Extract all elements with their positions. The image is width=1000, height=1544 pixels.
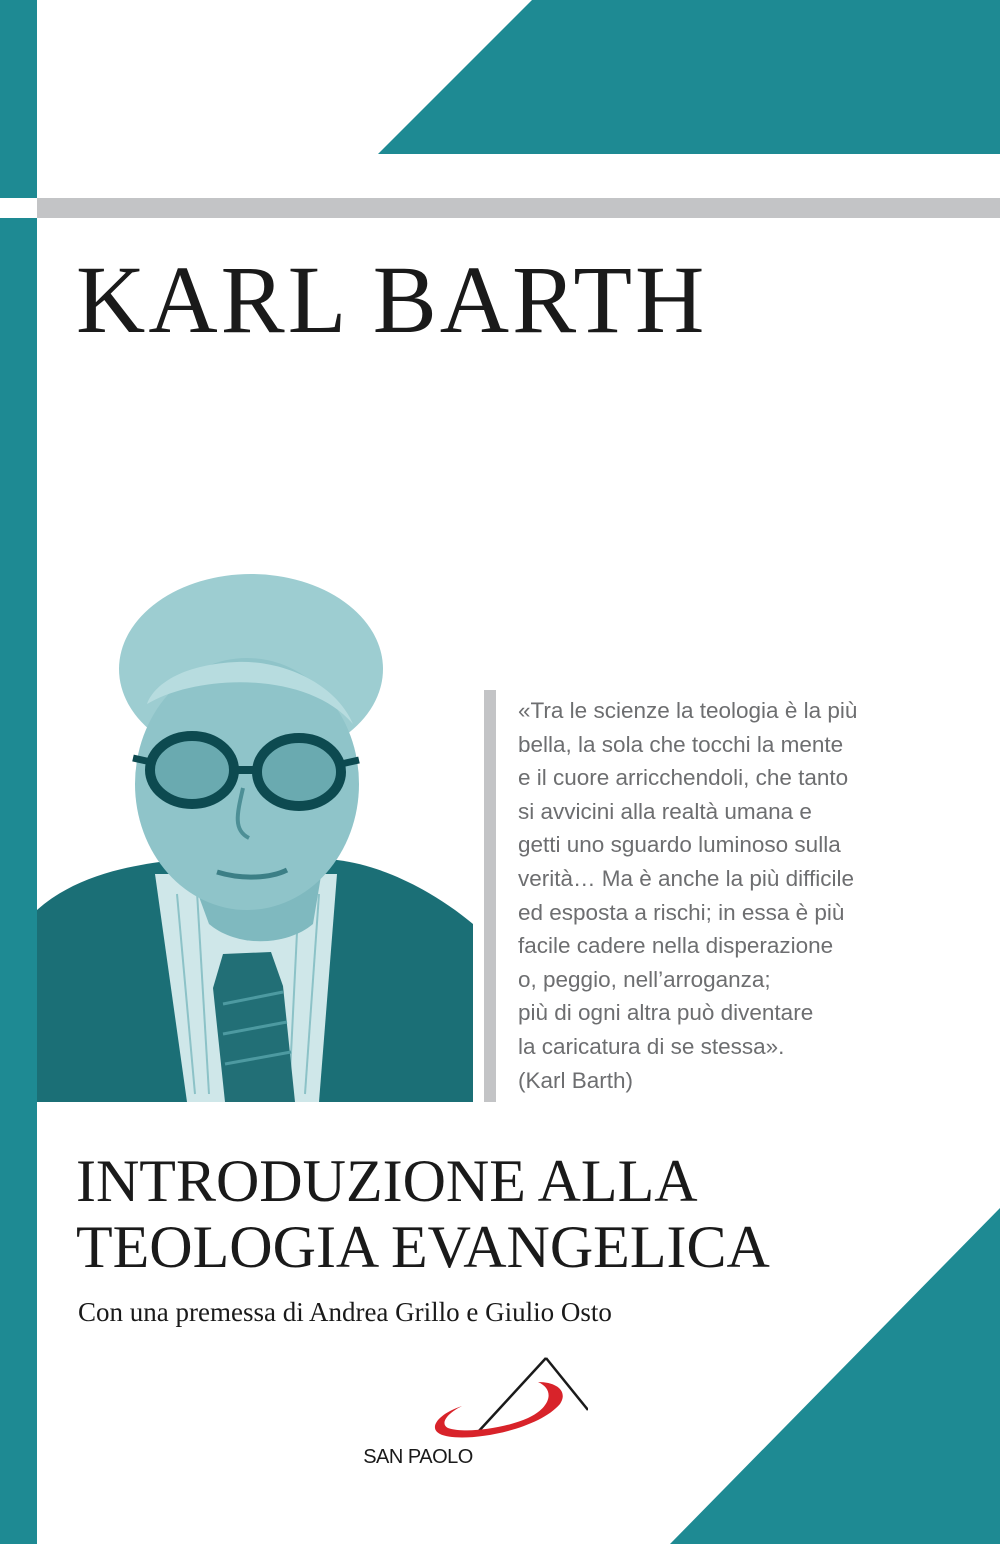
book-title-line-1: INTRODUZIONE ALLA bbox=[76, 1148, 698, 1214]
top-right-teal-parallelogram bbox=[378, 0, 1000, 154]
quote-line: getti uno sguardo luminoso sulla bbox=[518, 832, 841, 858]
quote-line: verità… Ma è anche la più difficile bbox=[518, 865, 855, 891]
book-subtitle: Con una premessa di Andrea Grillo e Giulio Osto bbox=[78, 1297, 612, 1327]
book-title bbox=[76, 1148, 770, 1280]
quote-line: «Tra le scienze la teologia è la più bbox=[518, 698, 858, 723]
quote-gray-bar bbox=[484, 690, 496, 1102]
quote-line: la caricatura di se stessa». bbox=[518, 1033, 785, 1059]
quote-line: bella, la sola che tocchi la mente bbox=[518, 731, 844, 757]
author-quote bbox=[518, 694, 978, 1097]
publisher-name: SAN PAOLO bbox=[363, 1446, 473, 1468]
quote-line: e il cuore arricchendoli, che tanto bbox=[518, 765, 849, 791]
quote-line: si avvicini alla realtà umana e bbox=[518, 798, 812, 824]
quote-line: facile cadere nella disperazione bbox=[518, 933, 834, 959]
quote-line: o, peggio, nell’arroganza; bbox=[518, 966, 771, 992]
author-name: KARL BARTH bbox=[76, 246, 708, 353]
quote-line: ed esposta a rischi; in essa è più bbox=[518, 899, 845, 925]
quote-line: più di ogni altra può diventare bbox=[518, 1000, 814, 1026]
author-portrait bbox=[37, 574, 473, 1102]
book-title-line-2: TEOLOGIA EVANGELICA bbox=[76, 1214, 770, 1280]
san-paolo-logo-icon bbox=[418, 1352, 588, 1442]
quote-attribution: (Karl Barth) bbox=[518, 1067, 634, 1093]
